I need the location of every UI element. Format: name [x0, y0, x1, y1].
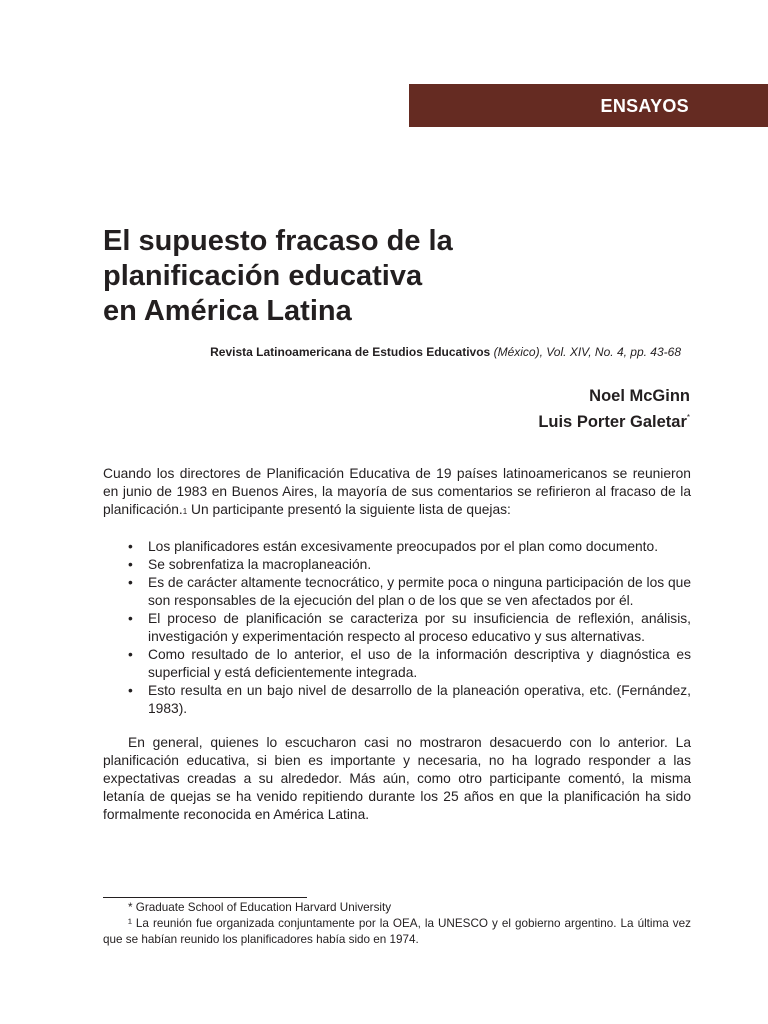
complaints-list: [103, 538, 691, 718]
list-item: • El proceso de planificación se caracteriza por su insuficiencia de reflexión, análisis, investigación y experimentación respecto al proceso educativo y sus alternativas.: [128, 611, 691, 644]
journal-citation: [0, 345, 681, 360]
list-item: • Los planificadores están excesivamente preocupados por el plan como documento.: [128, 539, 659, 554]
footnote: * Graduate School of Education Harvard University: [128, 901, 392, 914]
bullet-icon: •: [128, 647, 133, 662]
author-footnote-mark: *: [686, 413, 690, 422]
bullet-icon: •: [128, 611, 133, 626]
author-name: Luis Porter Galetar: [538, 413, 687, 431]
footnotes: [103, 900, 691, 948]
section-band: [409, 84, 768, 127]
author-list: [538, 385, 690, 433]
footnote: ¹ La reunión fue organizada conjuntamente por la OEA, la UNESCO y el gobierno argentino. La última vez que se habían reunido los planificadores había sido en 1974.: [103, 917, 691, 946]
body-paragraph: En general, quienes lo escucharon casi no mostraron desacuerdo con lo anterior. La planificación educativa, si bien es importante y necesaria, no ha logrado responder a las expectativas creadas a su alrededor. Más aún, como otro participante comentó, la misma letanía de quejas se ha venido repitiendo durante los 25 años en que la planificación ha sido formalmente reconocida en América Latina.: [103, 735, 691, 822]
title-line: planificación educativa: [103, 260, 423, 292]
journal-details: (México), Vol. XIV, No. 4, pp. 43-68: [493, 345, 681, 359]
article-body: [103, 465, 691, 824]
list-item: • Se sobrenfatiza la macroplaneación.: [128, 557, 372, 572]
section-label: ENSAYOS: [600, 96, 689, 116]
title-line: en América Latina: [103, 295, 352, 327]
footnote-reference: 1: [182, 507, 188, 516]
author-name: Noel McGinn: [589, 387, 690, 405]
bullet-icon: •: [128, 575, 133, 590]
bullet-icon: •: [128, 683, 133, 698]
journal-name: Revista Latinoamericana de Estudios Educativos: [210, 345, 491, 359]
bullet-icon: •: [128, 539, 133, 554]
author: [538, 385, 690, 407]
author: [538, 407, 690, 433]
list-item: • Esto resulta en un bajo nivel de desarrollo de la planeación operativa, etc. (Fernández, 1983).: [128, 683, 691, 716]
title-line: El supuesto fracaso de la: [103, 225, 453, 257]
intro-paragraph: Cuando los directores de Planificación Educativa de 19 países latinoamericanos se reunieron en junio de 1983 en Buenos Aires, la mayoría de sus comentarios se refirieron al fracaso de la planificación.1 Un participante presentó la siguiente lista de quejas:: [103, 466, 691, 517]
list-item: • Como resultado de lo anterior, el uso de la información descriptiva y diagnóstica es superficial y está deficientemente integrada.: [128, 647, 691, 680]
list-item: • Es de carácter altamente tecnocrático, y permite poca o ninguna participación de los que son responsables de la ejecución del plan o de los que se ven afectados por él.: [128, 575, 691, 608]
bullet-icon: •: [128, 557, 133, 572]
article-title: [103, 224, 663, 329]
footnote-divider: [103, 897, 307, 898]
